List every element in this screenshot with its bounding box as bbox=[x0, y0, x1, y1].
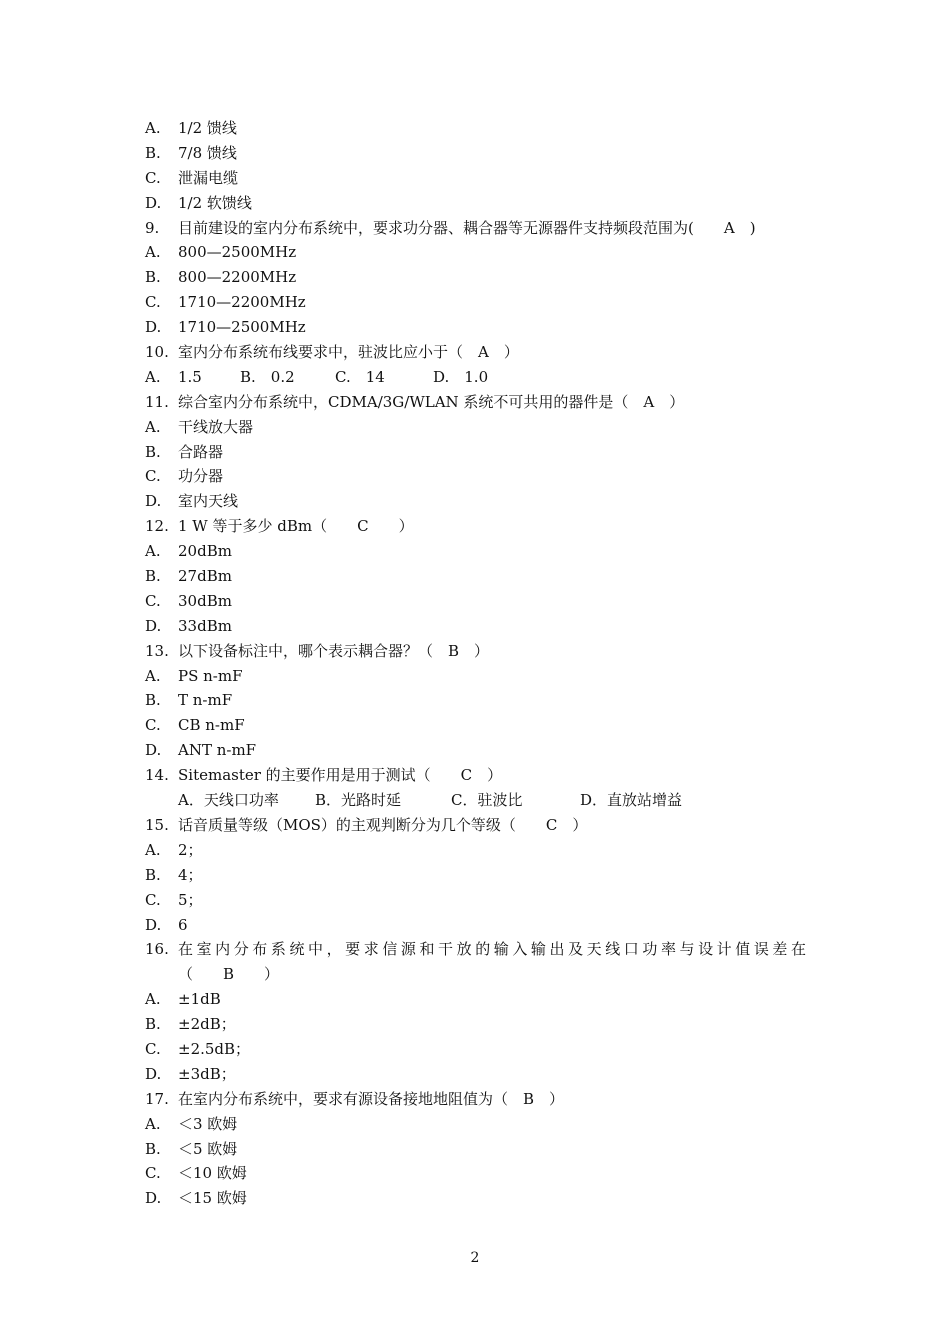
line-text: 在室内分布系统中，要求信源和干放的输入输出及天线口功率与设计值误差在 bbox=[178, 940, 806, 959]
line-label: A. bbox=[145, 990, 161, 1009]
text-line bbox=[0, 1112, 950, 1137]
text-line bbox=[0, 688, 950, 713]
line-text: 在室内分布系统中，要求有源设备接地地阻值为（ B ） bbox=[178, 1089, 565, 1108]
inline-option: C．驻波比 bbox=[451, 791, 523, 810]
text-line bbox=[0, 564, 950, 589]
text-line bbox=[0, 539, 950, 564]
inline-option: A．天线口功率 bbox=[178, 791, 279, 810]
line-label: A. bbox=[145, 119, 161, 137]
text-line bbox=[0, 1037, 950, 1062]
text-line bbox=[0, 614, 950, 639]
line-label: C. bbox=[145, 1039, 161, 1058]
line-label: A. bbox=[145, 243, 161, 262]
line-text: ＜3 欧姆 bbox=[178, 1114, 238, 1133]
line-label: B. bbox=[145, 567, 161, 586]
line-text: 以下设备标注中，哪个表示耦合器？（ B ） bbox=[178, 641, 490, 660]
line-text: 功分器 bbox=[178, 467, 224, 486]
line-label: B. bbox=[145, 865, 161, 884]
text-line bbox=[0, 440, 950, 465]
line-label: A. bbox=[145, 1114, 161, 1133]
line-text: 泄漏电缆 bbox=[178, 168, 239, 187]
question-line bbox=[0, 813, 950, 838]
line-text: PS n-mF bbox=[178, 666, 243, 685]
text-line bbox=[0, 1012, 950, 1037]
line-text: 1 W 等于多少 dBm（ C ） bbox=[178, 517, 414, 536]
text-line bbox=[0, 265, 950, 290]
text-line bbox=[0, 489, 950, 514]
line-text: 1710—2200MHz bbox=[178, 293, 306, 312]
line-label: D. bbox=[145, 741, 162, 760]
text-line bbox=[0, 838, 950, 863]
text-line bbox=[0, 315, 950, 340]
line-text: 合路器 bbox=[178, 442, 224, 461]
text-line bbox=[0, 713, 950, 738]
line-label: 9. bbox=[145, 218, 160, 237]
option-row bbox=[0, 788, 950, 813]
line-label: 14. bbox=[145, 766, 169, 785]
line-label: C. bbox=[145, 1164, 161, 1183]
line-label: D. bbox=[145, 1189, 162, 1208]
text-line bbox=[0, 1186, 950, 1211]
line-label: A. bbox=[145, 542, 161, 561]
question-line bbox=[0, 340, 950, 365]
line-text: ＜5 欧姆 bbox=[178, 1139, 238, 1158]
text-line bbox=[0, 738, 950, 763]
text-line bbox=[0, 1137, 950, 1162]
line-label: C. bbox=[145, 716, 161, 735]
text-line bbox=[0, 240, 950, 265]
line-text: ±1dB bbox=[178, 990, 221, 1009]
line-text: 话音质量等级（MOS）的主观判断分为几个等级（ C ） bbox=[178, 815, 588, 834]
line-label: D. bbox=[145, 616, 162, 635]
inline-option: C. 14 bbox=[335, 367, 385, 386]
text-line bbox=[0, 1161, 950, 1186]
line-text: ＜10 欧姆 bbox=[178, 1164, 247, 1183]
line-label: D. bbox=[145, 193, 162, 212]
text-line bbox=[0, 166, 950, 191]
line-text: 6 bbox=[178, 915, 188, 934]
line-label: B. bbox=[145, 691, 161, 710]
text-line bbox=[0, 987, 950, 1012]
line-text: 33dBm bbox=[178, 616, 232, 635]
line-label: 10. bbox=[145, 343, 169, 362]
line-text: 20dBm bbox=[178, 542, 232, 561]
question-line bbox=[0, 514, 950, 539]
line-text: 2； bbox=[178, 840, 203, 859]
line-label: A. bbox=[145, 367, 161, 386]
text-line bbox=[0, 589, 950, 614]
line-label: 12. bbox=[145, 517, 169, 536]
line-text: （ B ） bbox=[178, 965, 280, 984]
line-label: A. bbox=[145, 417, 161, 436]
line-label: 16. bbox=[145, 940, 169, 959]
question-line bbox=[0, 390, 950, 415]
line-text: 1/2 馈线 bbox=[178, 119, 237, 137]
line-text: 干线放大器 bbox=[178, 417, 254, 436]
line-label: D. bbox=[145, 492, 162, 511]
question-line bbox=[0, 1087, 950, 1112]
line-label: D. bbox=[145, 1064, 162, 1083]
inline-option: B．光路时延 bbox=[315, 791, 402, 810]
inline-option: D. 1.0 bbox=[433, 367, 489, 386]
line-text: 800—2200MHz bbox=[178, 268, 297, 287]
line-label: C. bbox=[145, 591, 161, 610]
line-text: ＜15 欧姆 bbox=[178, 1189, 247, 1208]
text-line bbox=[0, 664, 950, 689]
line-label: B. bbox=[145, 1015, 161, 1034]
inline-option: 1.5 bbox=[178, 367, 202, 386]
line-text: 目前建设的室内分布系统中，要求功分器、耦合器等无源器件支持频段范围为( A ) bbox=[178, 218, 756, 237]
document-body bbox=[0, 116, 950, 1211]
text-line bbox=[0, 116, 950, 141]
page-number: 2 bbox=[470, 1250, 480, 1266]
line-text: ANT n-mF bbox=[178, 741, 257, 760]
line-label: 13. bbox=[145, 641, 169, 660]
line-label: C. bbox=[145, 467, 161, 486]
question-line bbox=[0, 763, 950, 788]
line-text: 室内天线 bbox=[178, 492, 239, 511]
line-label: B. bbox=[145, 442, 161, 461]
inline-option: D．直放站增益 bbox=[580, 791, 683, 810]
text-line bbox=[0, 962, 950, 987]
line-label: A. bbox=[145, 840, 161, 859]
line-label: C. bbox=[145, 168, 161, 187]
text-line bbox=[0, 141, 950, 166]
text-line bbox=[0, 290, 950, 315]
line-label: 11. bbox=[145, 392, 169, 411]
line-text: 室内分布系统布线要求中，驻波比应小于（ A ） bbox=[178, 343, 519, 362]
line-text: 1/2 软馈线 bbox=[178, 193, 252, 212]
text-line bbox=[0, 1062, 950, 1087]
line-label: D. bbox=[145, 318, 162, 337]
text-line bbox=[0, 191, 950, 216]
question-line bbox=[0, 937, 950, 962]
line-text: CB n-mF bbox=[178, 716, 245, 735]
line-text: 30dBm bbox=[178, 591, 232, 610]
line-label: D. bbox=[145, 915, 162, 934]
inline-option: B. 0.2 bbox=[240, 367, 295, 386]
line-label: B. bbox=[145, 143, 161, 162]
line-text: Sitemaster 的主要作用是用于测试（ C ） bbox=[178, 766, 503, 785]
line-text: 5； bbox=[178, 890, 203, 909]
line-text: ±2.5dB； bbox=[178, 1039, 251, 1058]
line-text: 800—2500MHz bbox=[178, 243, 297, 262]
question-line bbox=[0, 216, 950, 241]
line-text: 27dBm bbox=[178, 567, 232, 586]
text-line bbox=[0, 863, 950, 888]
line-text: ±2dB； bbox=[178, 1015, 236, 1034]
text-line bbox=[0, 913, 950, 938]
text-line bbox=[0, 464, 950, 489]
question-line bbox=[0, 639, 950, 664]
line-label: 17. bbox=[145, 1089, 169, 1108]
line-label: B. bbox=[145, 1139, 161, 1158]
line-text: 综合室内分布系统中，CDMA/3G/WLAN 系统不可共用的器件是（ A ） bbox=[178, 392, 685, 411]
text-line bbox=[0, 415, 950, 440]
text-line bbox=[0, 888, 950, 913]
line-label: B. bbox=[145, 268, 161, 287]
line-text: 1710—2500MHz bbox=[178, 318, 306, 337]
line-label: A. bbox=[145, 666, 161, 685]
option-row bbox=[0, 365, 950, 390]
line-label: 15. bbox=[145, 815, 169, 834]
line-text: 7/8 馈线 bbox=[178, 143, 237, 162]
line-label: C. bbox=[145, 890, 161, 909]
line-text: 4； bbox=[178, 865, 203, 884]
line-text: T n-mF bbox=[178, 691, 233, 710]
line-label: C. bbox=[145, 293, 161, 312]
line-text: ±3dB； bbox=[178, 1064, 236, 1083]
